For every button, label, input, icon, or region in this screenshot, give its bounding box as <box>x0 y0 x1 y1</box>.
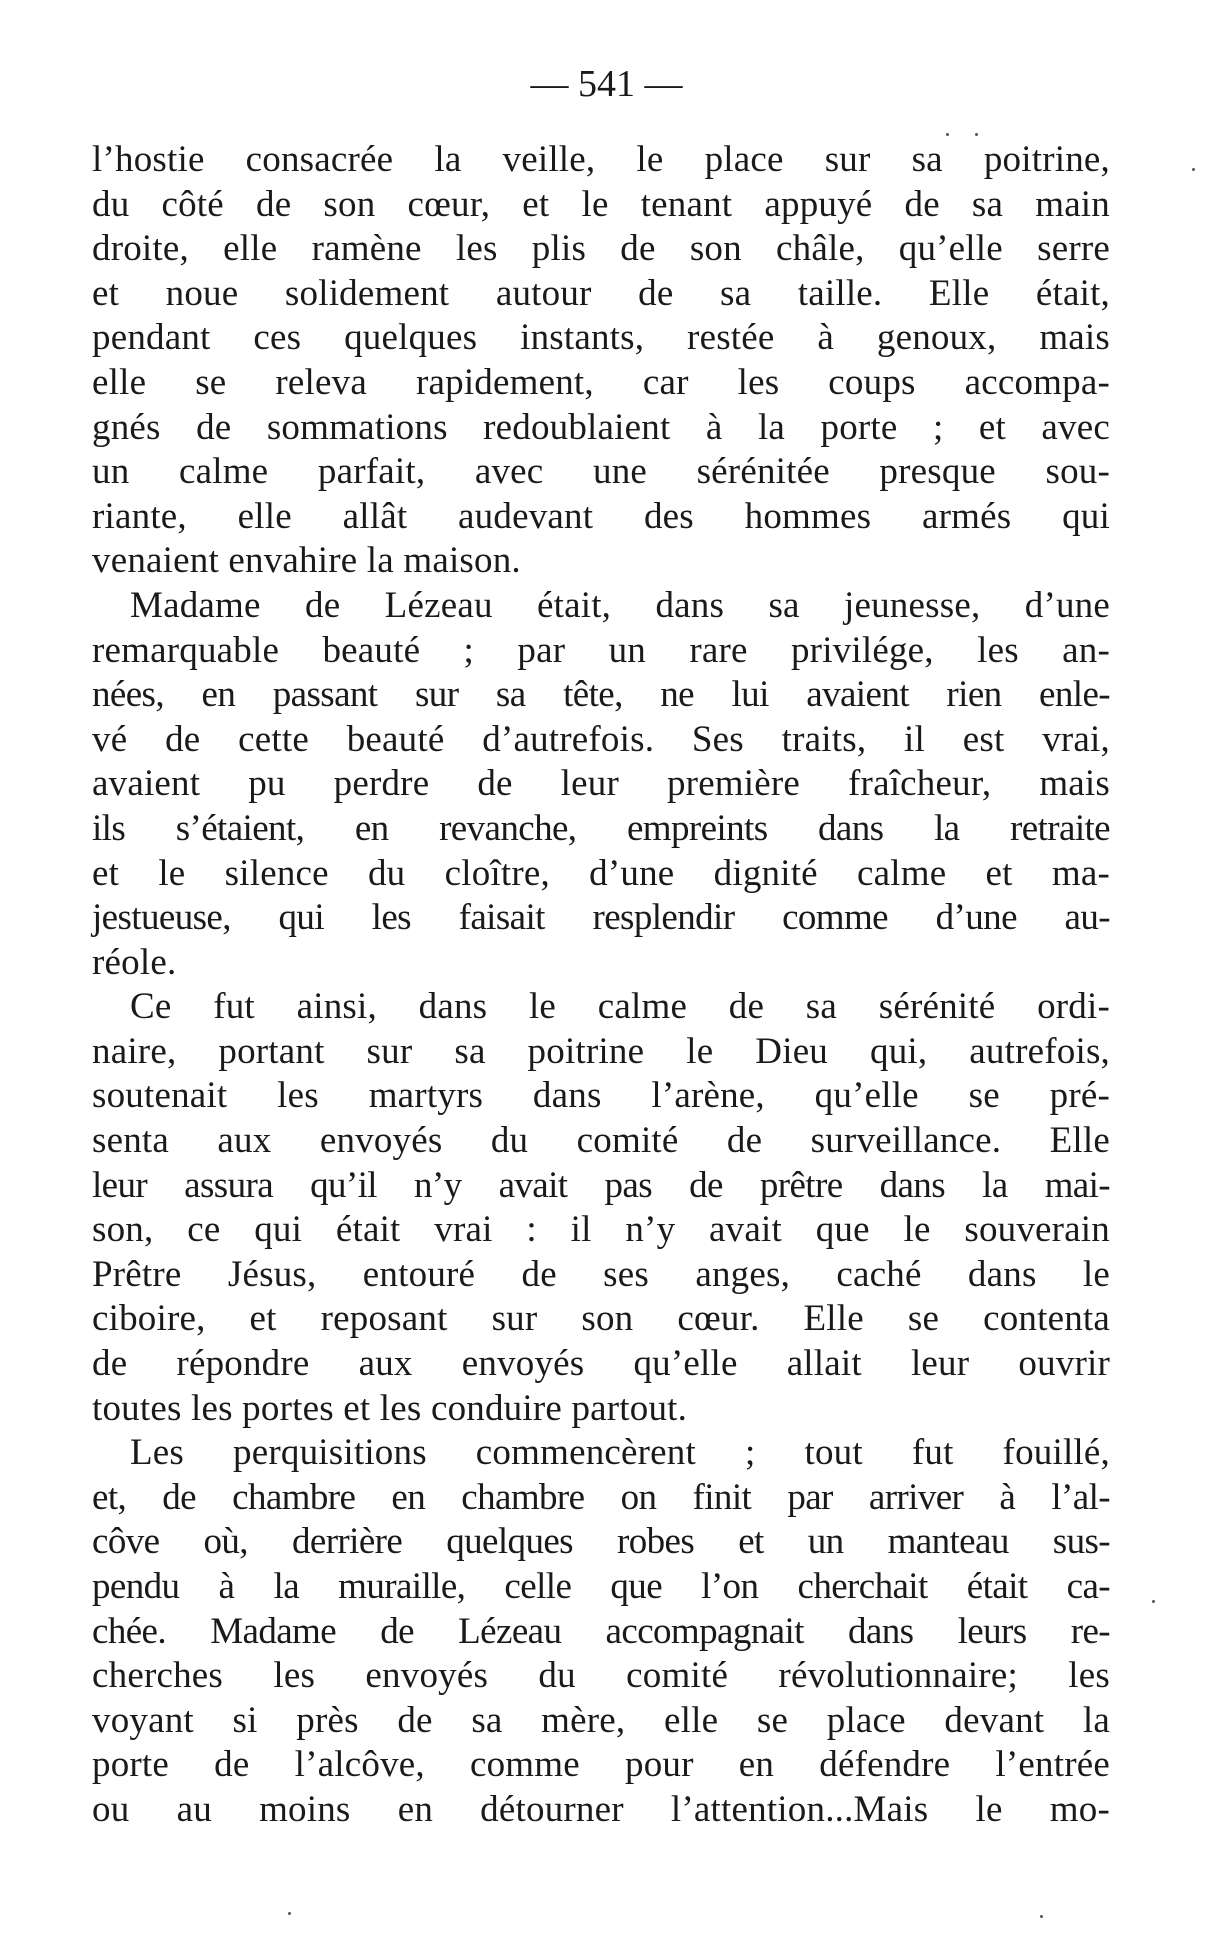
paragraph <box>92 584 1110 985</box>
scan-speck <box>1192 168 1195 171</box>
scan-speck <box>288 1912 291 1915</box>
text-line: de répondre aux envoyés qu’elle allait leur ouvrir <box>92 1343 1110 1385</box>
text-line: et noue solidement autour de sa taille. Elle était, <box>92 272 1110 314</box>
text-line: avaient pu perdre de leur première fraîcheur, mais <box>92 763 1110 805</box>
text-line: naire, portant sur sa poitrine le Dieu qui, autrefois, <box>92 1030 1110 1072</box>
text-line: toutes les portes et les conduire partout. <box>92 1387 688 1429</box>
text-line: un calme parfait, avec une sérénitée presque sou- <box>92 451 1110 493</box>
text-line: vé de cette beauté d’autrefois. Ses traits, il est vrai, <box>92 718 1110 760</box>
text-line: chée. Madame de Lézeau accompagnait dans leurs re- <box>92 1610 1110 1652</box>
text-line: gnés de sommations redoublaient à la porte ; et avec <box>92 406 1110 448</box>
text-line: jestueuse, qui les faisait resplendir comme d’une au- <box>92 897 1110 939</box>
text-line: du côté de son cœur, et le tenant appuyé de sa main <box>92 183 1110 225</box>
text-line: ou au moins en détourner l’attention...Mais le mo- <box>92 1788 1110 1830</box>
text-line: Madame de Lézeau était, dans sa jeunesse, d’une <box>130 584 1110 626</box>
text-line: Ce fut ainsi, dans le calme de sa sérénité ordi- <box>130 986 1110 1028</box>
text-line: réole. <box>92 941 177 983</box>
text-line: Prêtre Jésus, entouré de ses anges, caché dans le <box>92 1253 1110 1295</box>
text-line: soutenait les martyrs dans l’arène, qu’elle se pré- <box>92 1075 1110 1117</box>
text-line: pendant ces quelques instants, restée à genoux, mais <box>92 317 1110 359</box>
text-line: droite, elle ramène les plis de son châle, qu’elle serre <box>92 228 1110 270</box>
text-line: porte de l’alcôve, comme pour en défendre l’entrée <box>92 1744 1110 1786</box>
text-line: nées, en passant sur sa tête, ne lui avaient rien enle- <box>92 674 1110 716</box>
text-line: Les perquisitions commencèrent ; tout fut fouillé, <box>130 1432 1110 1474</box>
text-line: pendu à la muraille, celle que l’on cherchait était ca- <box>92 1566 1110 1607</box>
text-line: riante, elle allât audevant des hommes armés qui <box>92 495 1110 537</box>
text-line: voyant si près de sa mère, elle se place devant la <box>92 1699 1110 1741</box>
scan-speck <box>1152 1600 1155 1603</box>
scan-speck <box>1040 1915 1043 1918</box>
text-line: côve où, derrière quelques robes et un manteau sus- <box>92 1521 1110 1563</box>
text-line: remarquable beauté ; par un rare privilége, les an- <box>92 629 1110 671</box>
scan-speck <box>946 133 949 136</box>
text-line: ciboire, et reposant sur son cœur. Elle se contenta <box>92 1298 1110 1340</box>
text-line: cherches les envoyés du comité révolutionnaire; les <box>92 1655 1110 1697</box>
paragraph <box>92 138 1110 584</box>
text-line: et, de chambre en chambre on finit par arriver à l’al- <box>92 1476 1110 1518</box>
paragraph <box>92 985 1110 1431</box>
scan-speck <box>975 133 978 136</box>
text-line: son, ce qui était vrai : il n’y avait que le souverain <box>92 1209 1110 1251</box>
text-line: ils s’étaient, en revanche, empreints dans la retraite <box>92 807 1110 849</box>
text-line: senta aux envoyés du comité de surveillance. Elle <box>92 1120 1110 1162</box>
page-number: — 541 — <box>530 63 683 105</box>
text-line: elle se releva rapidement, car les coups accompa- <box>92 361 1110 403</box>
text-line: l’hostie consacrée la veille, le place sur sa poitrine, <box>92 139 1110 180</box>
paragraph <box>92 1431 1110 1832</box>
text-line: et le silence du cloître, d’une dignité calme et ma- <box>92 852 1110 894</box>
text-line: venaient envahire la maison. <box>92 540 521 582</box>
text-line: leur assura qu’il n’y avait pas de prêtre dans la mai- <box>92 1164 1110 1206</box>
body-text <box>92 138 1110 1833</box>
